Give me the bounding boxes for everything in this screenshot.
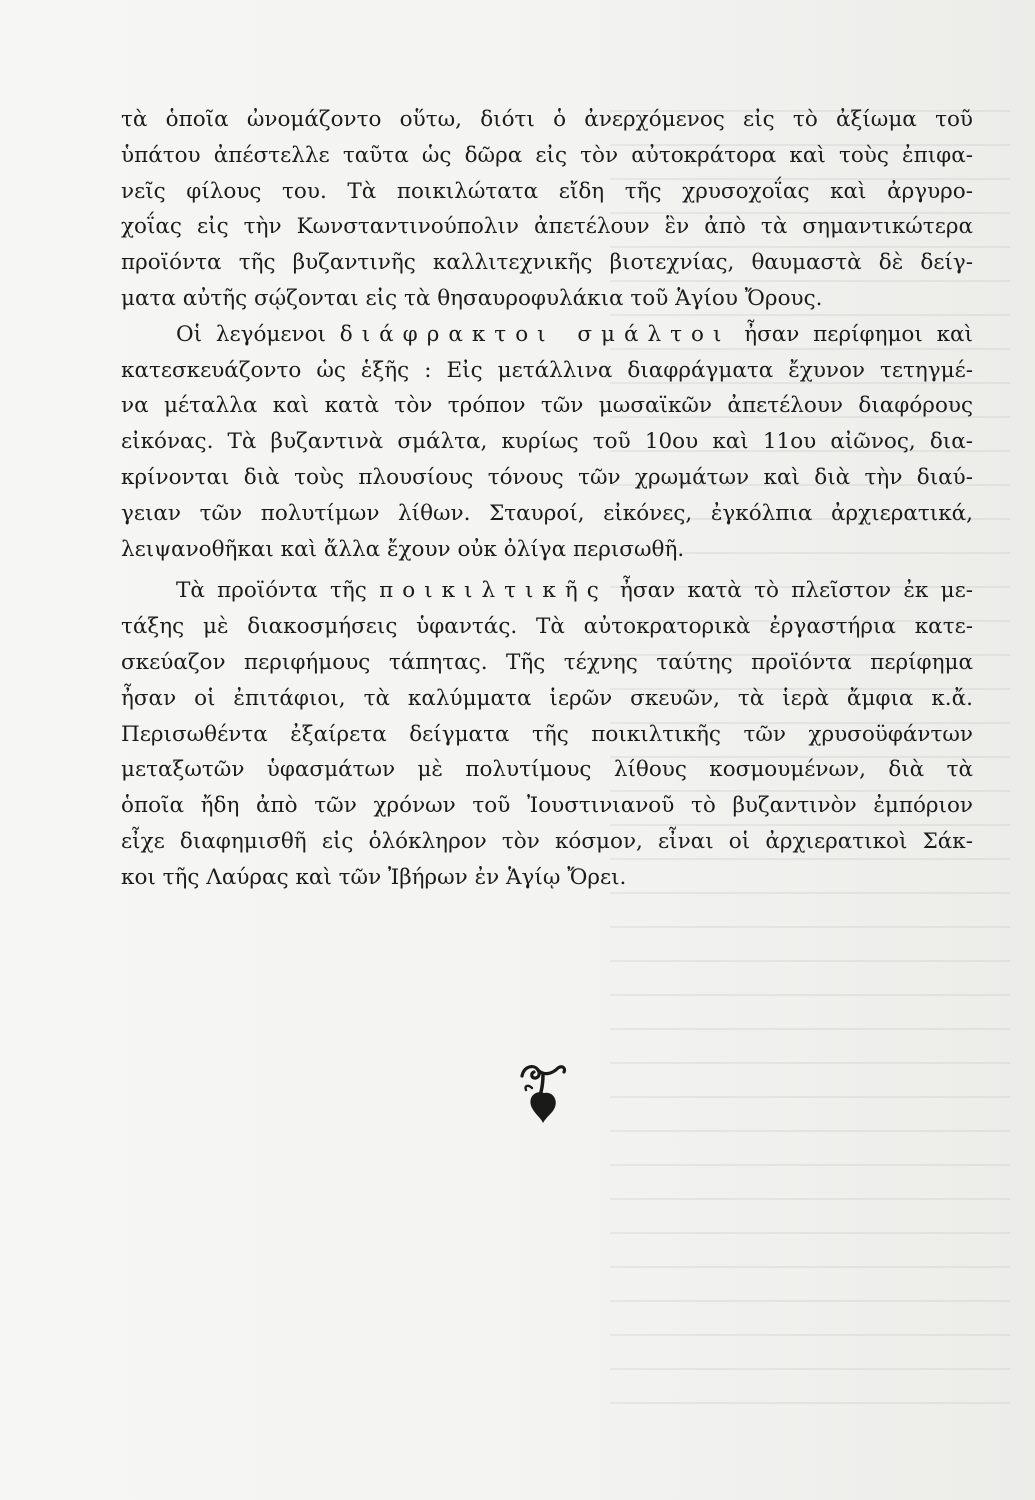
text-line: ὁποῖα ἤδη ἀπὸ τῶν χρόνων τοῦ Ἰουστινιανοῦ τὸ βυζαντινὸν ἐμπόριον <box>121 793 973 819</box>
text-run: Τὰ προϊόντα τῆς <box>176 578 367 604</box>
text-line: προϊόντα τῆς βυζαντινῆς καλλιτεχνικῆς βιοτεχνίας, θαυμαστὰ δὲ δείγ- <box>121 250 973 276</box>
text-run: ἦσαν κατὰ τὸ πλεῖστον ἐκ με- <box>620 578 974 604</box>
spaced-term: διάφρακτοι σμάλτοι <box>339 321 731 347</box>
text-line: νεῖς φίλους του. Τὰ ποικιλώτατα εἴδη τῆς χρυσοχοΐας καὶ ἀργυρο- <box>121 178 973 204</box>
text-line: χοΐας εἰς τὴν Κωνσταντινούπολιν ἀπετέλουν ἓν ἀπὸ τὰ σημαντικώτερα <box>121 214 973 240</box>
paragraph-first-line <box>121 317 973 353</box>
text-line: Περισωθέντα ἐξαίρετα δείγματα τῆς ποικιλτικῆς τῶν χρυσοϋφάντων <box>121 721 973 747</box>
text-line: εἶχε διαφημισθῆ εἰς ὁλόκληρον τὸν κόσμον, εἶναι οἱ ἀρχιερατικοὶ Σάκ- <box>121 828 973 854</box>
text-line: ὑπάτου ἀπέστελλε ταῦτα ὡς δῶρα εἰς τὸν αὐτοκράτορα καὶ τοὺς ἐπιφα- <box>121 142 973 168</box>
text-line: εἰκόνας. Τὰ βυζαντινὰ σμάλτα, κυρίως τοῦ 10ου καὶ 11ου αἰῶνος, δια- <box>121 429 973 455</box>
text-line: μεταξωτῶν ὑφασμάτων μὲ πολυτίμους λίθους κοσμουμένων, διὰ τὰ <box>121 757 973 783</box>
text-line: κρίνονται διὰ τοὺς πλουσίους τόνους τῶν χρωμάτων καὶ διὰ τὴν διαύ- <box>121 464 973 490</box>
text-line: τὰ ὁποῖα ὠνομάζοντο οὕτω, διότι ὁ ἀνερχόμενος εἰς τὸ ἀξίωμα τοῦ <box>121 107 973 132</box>
text-line: να μέταλλα καὶ κατὰ τὸν τρόπον τῶν μωσαϊκῶν ἀπετέλουν διαφόρους <box>121 393 973 419</box>
text-line: ματα αὐτῆς σῴζονται εἰς τὰ θησαυροφυλάκια τοῦ Ἁγίου Ὄρους. <box>121 285 823 311</box>
spaced-term: ποικιλτικῆς <box>379 578 608 604</box>
text-line: σκεύαζον περιφήμους τάπητας. Τῆς τέχνης ταύτης προϊόντα περίφημα <box>121 649 973 675</box>
text-line: ἦσαν οἱ ἐπιτάφιοι, τὰ καλύμματα ἱερῶν σκευῶν, τὰ ἱερὰ ἄμφια κ.ἄ. <box>121 685 973 711</box>
text-line: κατεσκευάζοντο ὡς ἑξῆς : Εἰς μετάλλινα διαφράγματα ἔχυνον τετηγμέ- <box>121 357 973 383</box>
text-line: κοι τῆς Λαύρας καὶ τῶν Ἰβήρων ἐν Ἁγίῳ Ὄρει. <box>121 864 627 890</box>
fleuron-ornament-icon <box>518 1062 568 1124</box>
text-run: Οἱ λεγόμενοι <box>176 321 326 347</box>
body-text <box>121 102 973 896</box>
paragraph-first-line <box>121 573 973 609</box>
text-line: γειαν τῶν πολυτίμων λίθων. Σταυροί, εἰκόνες, ἐγκόλπια ἀρχιερατικά, <box>121 500 973 526</box>
text-line: τάξης μὲ διακοσμήσεις ὑφαντάς. Τὰ αὐτοκρατορικὰ ἐργαστήρια κατε- <box>121 614 973 640</box>
text-run: ἦσαν περίφημοι καὶ <box>744 321 973 347</box>
text-line: λειψανοθῆκαι καὶ ἄλλα ἔχουν οὐκ ὀλίγα περισωθῆ. <box>121 536 685 562</box>
